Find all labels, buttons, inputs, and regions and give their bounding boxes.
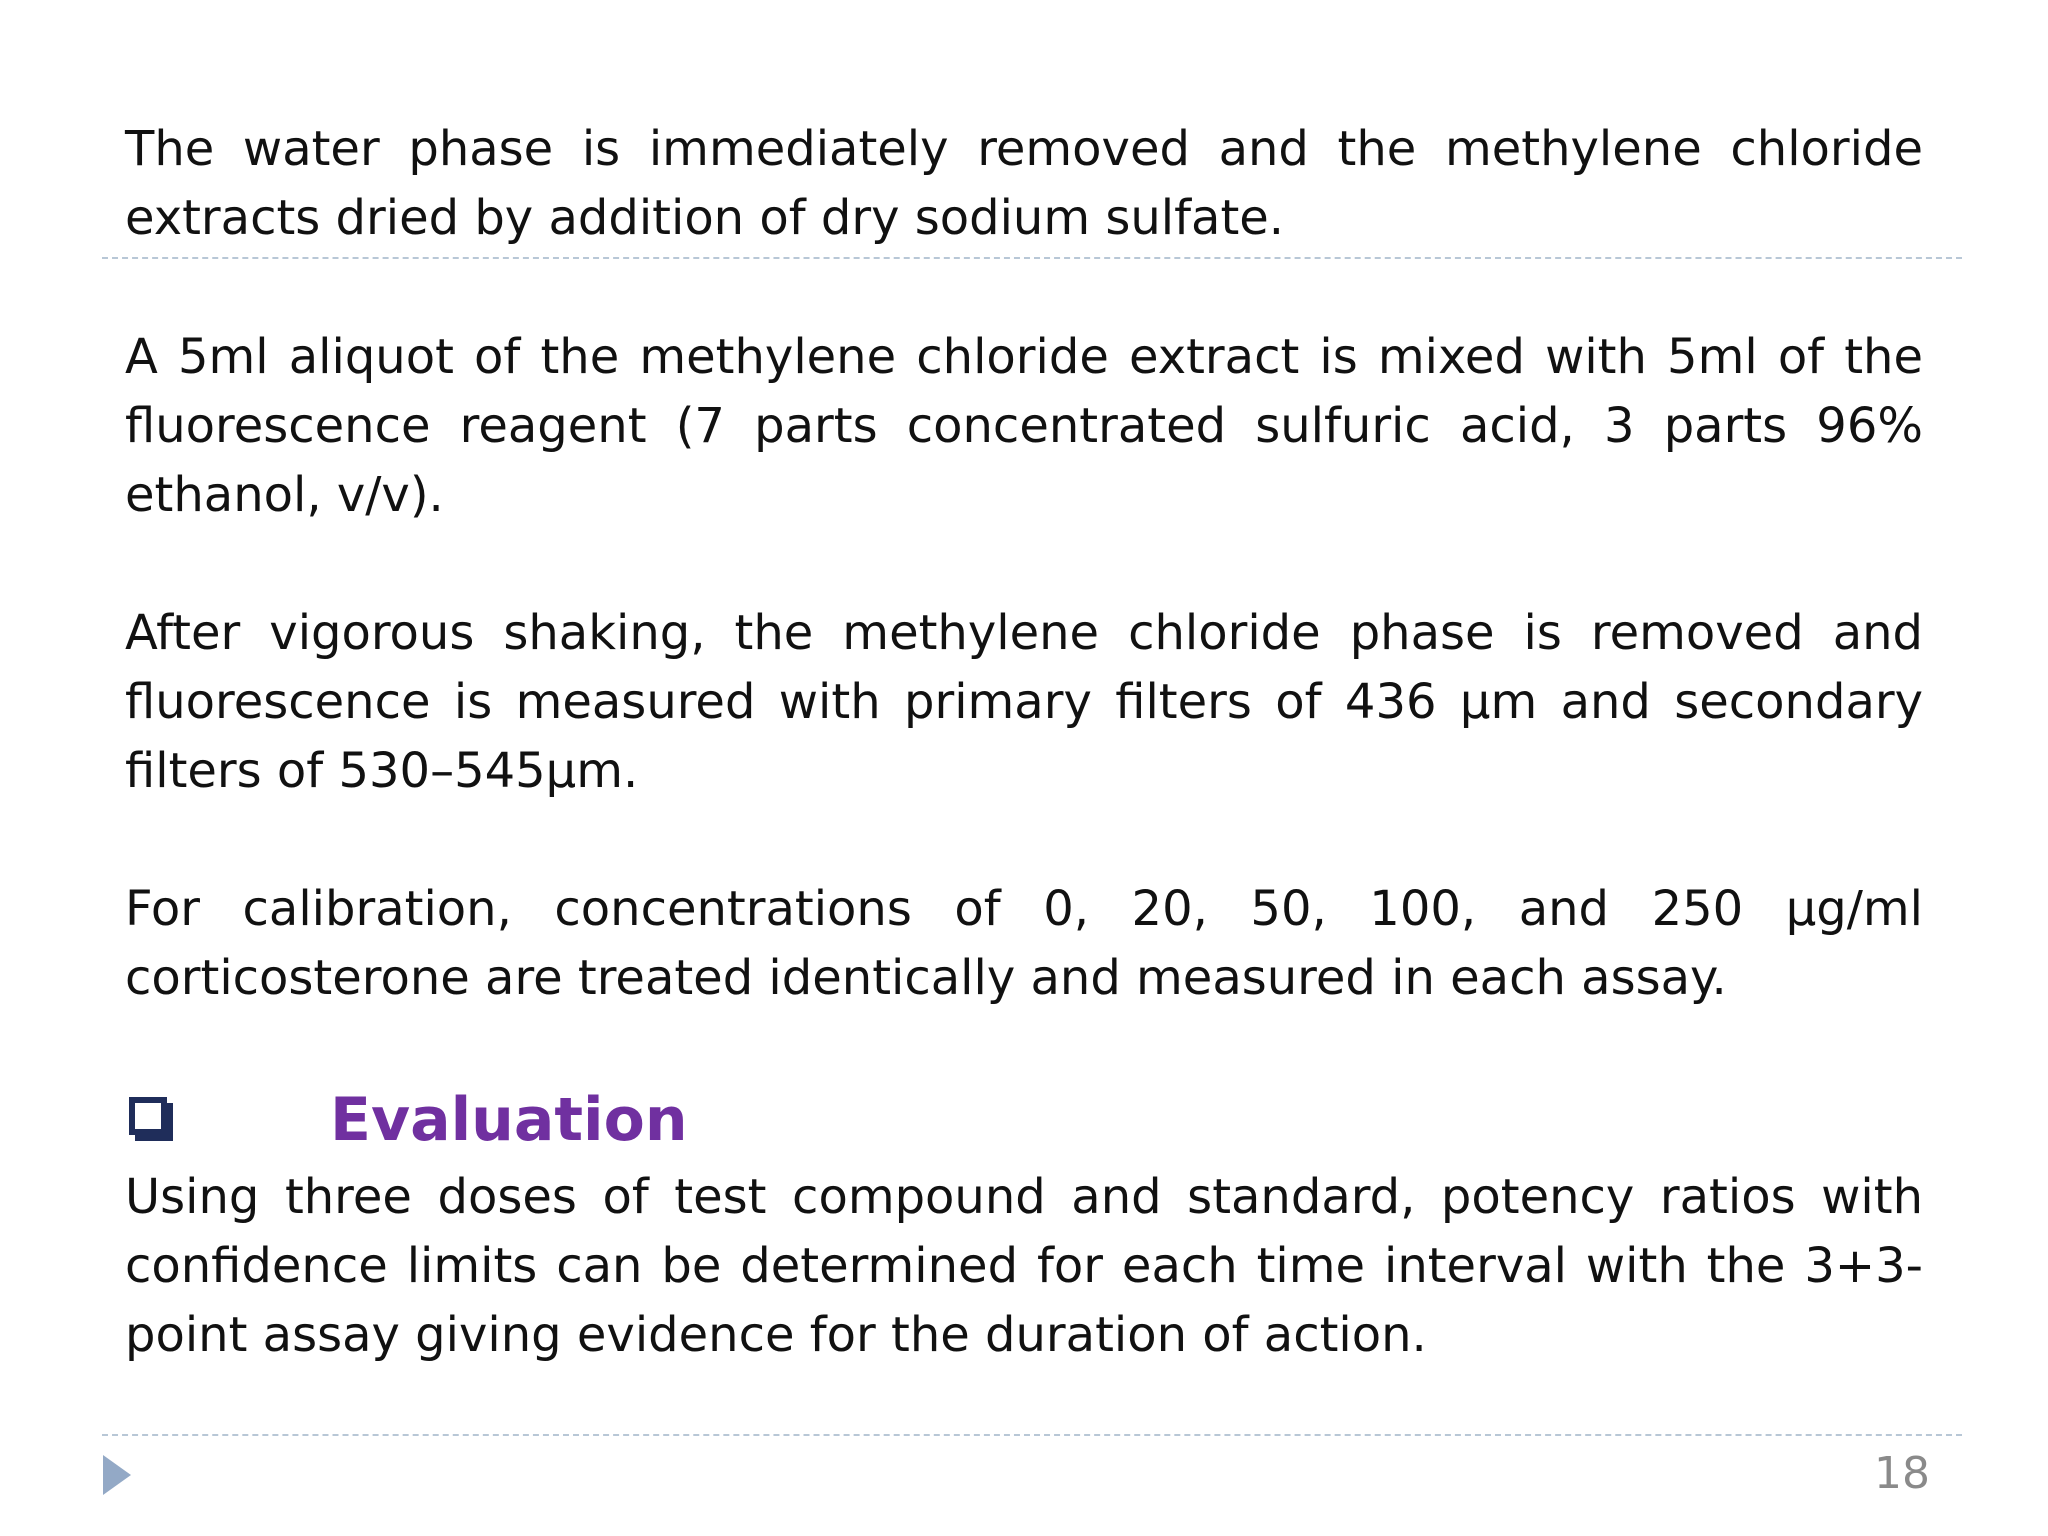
- page-number: 18: [1874, 1448, 1930, 1499]
- paragraph-evaluation: Using three doses of test compound and standard, potency ratios with confidence limits can be determined for each time interval with the 3+3-point assay giving evidence for the duration of action.: [125, 1169, 1923, 1363]
- paragraph-water-phase: The water phase is immediately removed and the methylene chloride extracts dried by addition of dry sodium sulfate.: [125, 121, 1923, 246]
- bottom-divider: [102, 1434, 1962, 1436]
- triangle-right-icon: [103, 1455, 131, 1495]
- paragraph-calibration: For calibration, concentrations of 0, 20, 50, 100, and 250 µg/ml corticosterone are treated identically and measured in each assay.: [125, 881, 1923, 1006]
- paragraph-shaking: After vigorous shaking, the methylene chloride phase is removed and fluorescence is measured with primary filters of 436 µm and secondary filters of 530–545µm.: [125, 605, 1923, 799]
- evaluation-heading: Evaluation: [330, 1085, 688, 1155]
- checkbox-icon: [129, 1097, 167, 1135]
- top-divider: [102, 257, 1962, 259]
- paragraph-aliquot: A 5ml aliquot of the methylene chloride extract is mixed with 5ml of the fluorescence reagent (7 parts concentrated sulfuric acid, 3 parts 96% ethanol, v/v).: [125, 329, 1923, 523]
- evaluation-heading-row: [125, 1085, 1125, 1157]
